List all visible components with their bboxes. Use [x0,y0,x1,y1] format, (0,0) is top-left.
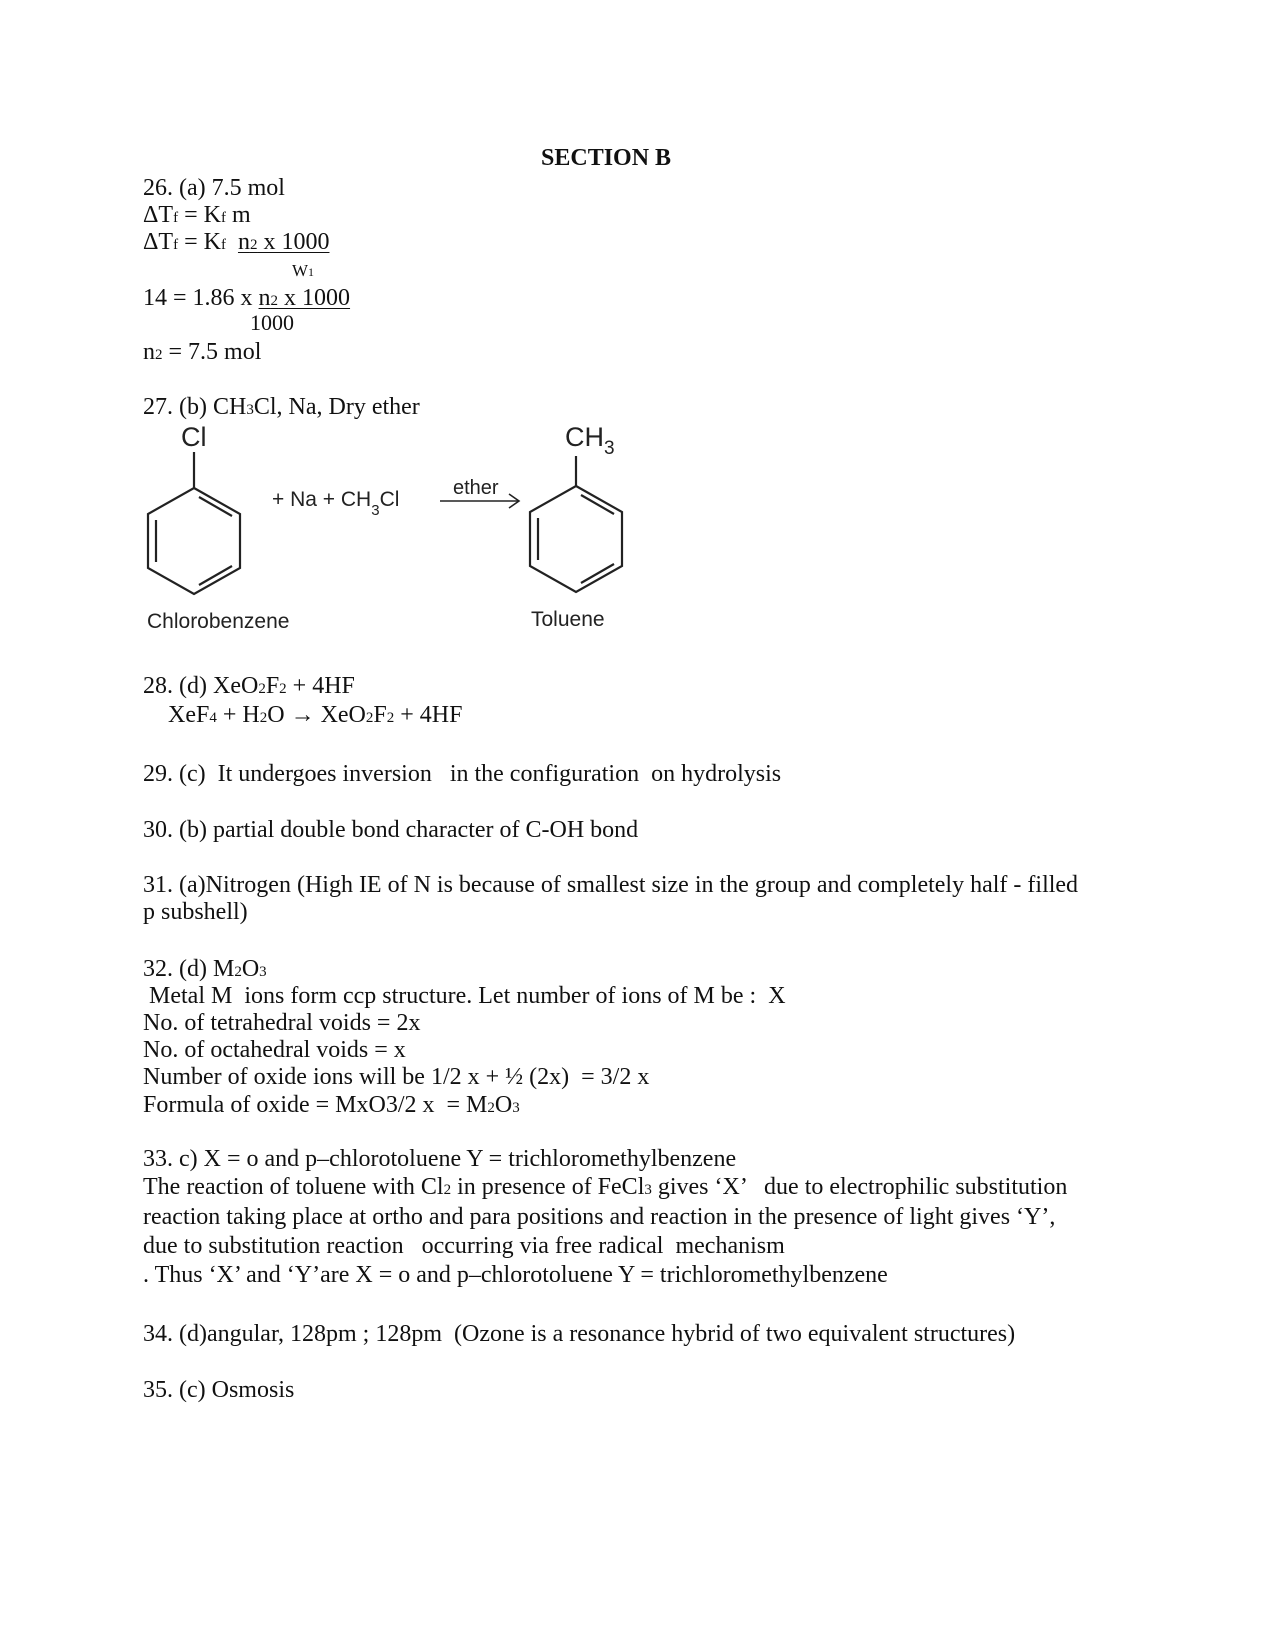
eq-text: + 4HF [286,673,355,699]
subscript: 3 [512,1100,520,1116]
eq-text: = K [178,202,221,228]
q33-line-3: due to substitution reaction occurring via free radical mechanism [143,1233,785,1259]
subscript: f [173,210,179,226]
product-group-label [565,422,615,459]
product-name: Toluene [531,608,605,631]
eq-text: n [143,339,155,365]
q32-line-3: No. of octahedral voids = x [143,1037,406,1063]
q35-answer: 35. (c) Osmosis [143,1377,295,1403]
eq-text: in presence of FeCl [451,1174,645,1200]
eq-text: Cl, Na, Dry ether [253,394,420,420]
section-title: SECTION B [541,145,672,171]
q26-eq3-denominator: 1000 [250,310,294,335]
subscript: 4 [209,710,217,726]
subscript: 2 [386,710,395,726]
q33-line-1 [143,1175,1067,1199]
eq-text: ΔT [143,229,174,255]
subscript: 2 [234,964,242,980]
q34-answer: 34. (d)angular, 128pm ; 128pm (Ozone is a resonance hybrid of two equivalent structures) [143,1321,1016,1347]
q28-reaction [168,703,462,727]
eq-text: 14 = 1.86 x [143,285,259,311]
subscript: 3 [259,964,267,980]
q29-answer: 29. (c) It undergoes inversion in the configuration on hydrolysis [143,761,782,787]
eq-text: ΔT [143,202,174,228]
subscript: 2 [270,293,279,309]
eq-text: O [494,1092,513,1118]
eq-text: x 1000 [278,285,351,311]
q32-line-5 [143,1093,520,1117]
eq-text: 27. (b) CH [143,394,247,420]
subscript: 3 [604,438,615,459]
subscript: 3 [371,502,380,519]
arrow-label: ether [453,477,499,499]
reagent-text: Cl [379,488,400,511]
eq-text: m [225,202,251,228]
eq-text: + H [216,702,260,728]
subscript: f [220,210,226,226]
q33-line-2: reaction taking place at ortho and para positions and reaction in the presence of light gives ‘Y’, [143,1204,1056,1230]
group-text: CH [565,422,604,452]
eq-text: O [241,956,260,982]
eq-text: W [292,261,309,280]
q26-answer: 26. (a) 7.5 mol [143,175,285,201]
subscript: 2 [259,710,268,726]
q30-answer: 30. (b) partial double bond character of C-OH bond [143,817,639,843]
benzene-ring [148,488,240,594]
subscript: 1 [308,265,315,279]
eq-text: n [258,285,271,311]
eq-text: The reaction of toluene with Cl [143,1174,444,1200]
eq-text: 28. (d) XeO [143,673,259,699]
eq-text: XeO [314,702,366,728]
eq-text: 32. (d) M [143,956,235,982]
eq-text: n [237,229,250,255]
eq-text: + 4HF [394,702,463,728]
eq-text: = 7.5 mol [162,339,262,365]
right-arrow-icon: → [290,702,315,728]
chlorobenzene-structure [148,452,240,594]
eq-text: x 1000 [257,229,330,255]
q31-answer-line-1: 31. (a)Nitrogen (High IE of N is because of smallest size in the group and completely half - filled [143,872,1079,898]
q32-line-4: Number of oxide ions will be 1/2 x + ½ (2x) = 3/2 x [143,1064,650,1090]
subscript: 2 [155,347,163,363]
subscript: 2 [249,237,258,253]
eq-text: Formula of oxide = MxO3/2 x = M [143,1092,488,1118]
subscript: 2 [487,1100,495,1116]
benzene-ring [530,486,622,592]
reactant-group-label: Cl [181,422,207,452]
q32-answer [143,957,267,981]
q31-answer-line-2: p subshell) [143,899,248,925]
eq-text: XeF [168,702,210,728]
reactant-name: Chlorobenzene [147,610,290,633]
subscript: 3 [246,402,254,418]
q33-answer: 33. c) X = o and p–chlorotoluene Y = trichloromethylbenzene [143,1146,737,1172]
subscript: f [220,237,226,253]
eq-text: O [267,702,291,728]
subscript: 2 [258,681,266,697]
subscript: 2 [365,710,374,726]
subscript: f [173,237,179,253]
subscript: 2 [443,1182,452,1198]
q33-line-4: . Thus ‘X’ and ‘Y’are X = o and p–chlorotoluene Y = trichloromethylbenzene [143,1262,888,1288]
reagent-text: + Na + CH [272,488,372,511]
subscript: 2 [279,681,287,697]
subscript: 3 [644,1182,652,1198]
q32-line-1: Metal M ions form ccp structure. Let number of ions of M be : X [143,983,786,1009]
reagents-label [272,488,399,519]
eq-text: F [265,673,280,699]
q32-line-2: No. of tetrahedral voids = 2x [143,1010,421,1036]
toluene-structure [530,456,622,592]
eq-text: = K [178,229,221,255]
eq-text: F [373,702,387,728]
eq-text: gives ‘X’ due to electrophilic substitution [651,1174,1068,1200]
q28-answer [143,674,355,698]
